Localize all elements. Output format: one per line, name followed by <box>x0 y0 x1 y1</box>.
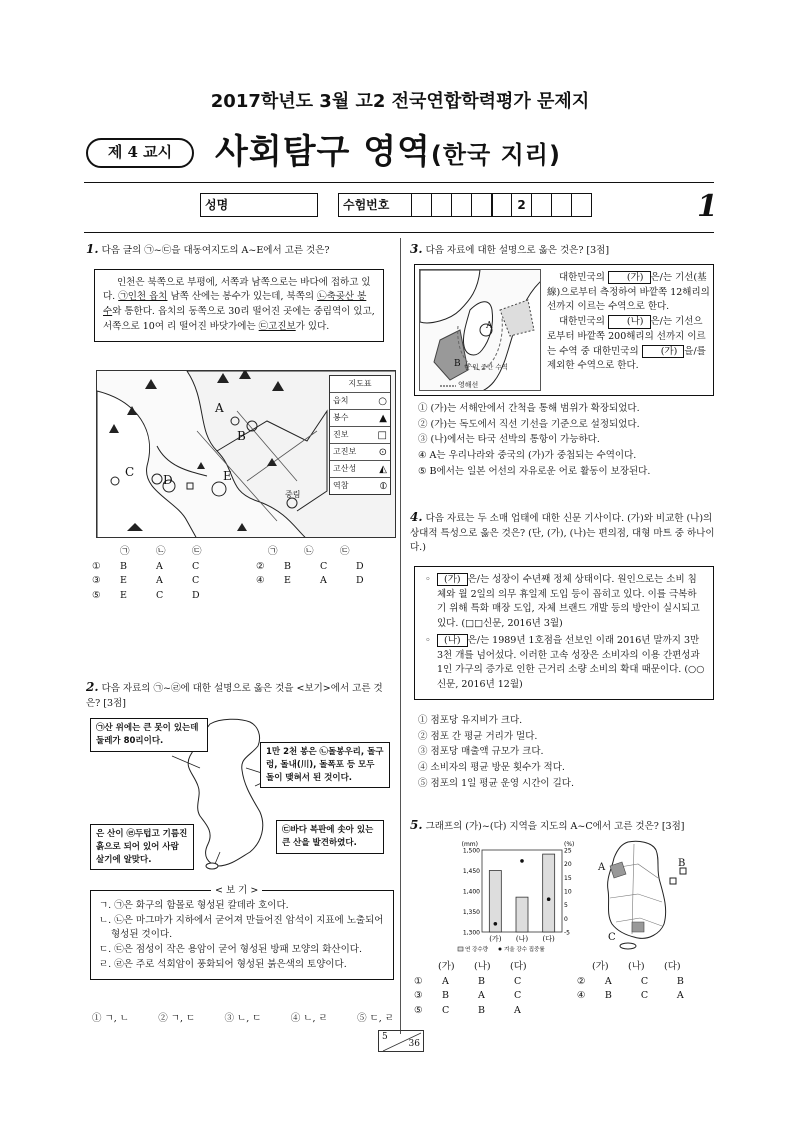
legend-dot-label: 겨울 강수 집중률 <box>504 947 545 953</box>
question-2 <box>86 678 394 711</box>
q5-header-5: (나) <box>628 961 645 972</box>
y-tick-label-right: 5 <box>564 902 568 910</box>
option-value: A <box>442 975 449 987</box>
q2-bogi-list <box>99 899 385 973</box>
answer-option[interactable]: ② 점포 간 평균 거리가 멀다. <box>418 730 538 742</box>
period-badge: 제 4 교시 <box>86 138 194 168</box>
exam-number-label-cell <box>338 193 412 217</box>
exam-title: 2017학년도 3월 고2 전국연합학력평가 문제지 <box>210 91 590 112</box>
option-value: C <box>514 975 522 987</box>
q5-map-label-a: A <box>598 862 606 873</box>
legend-bar-icon <box>458 947 463 951</box>
legend-symbol-icon: ○ <box>378 395 387 407</box>
daedong-yeojido-map <box>96 370 396 538</box>
exam-number-digit[interactable] <box>412 193 432 217</box>
option-value: D <box>356 575 364 587</box>
q4-item-2-text: 은/는 1989년 1호점을 선보인 이래 2016년 말까지 3만 3천 개를 넘어섰다. 이러한 고속 성장은 소비자의 이용 간편성과 1인 가구의 증가로 인한 근거리 소량 소비의 확대 때문이다. (○○신문, 2016년 12월) <box>437 634 705 691</box>
map-label-d: D <box>163 473 173 487</box>
korea-peninsula-figure <box>90 716 394 876</box>
q1-passage-4: 가 있다. <box>295 320 330 332</box>
q2-callout-1: ㉠산 위에는 큰 못이 있는데 둘레가 80리이다. <box>90 718 208 752</box>
header-rule <box>84 182 714 183</box>
exam-number-digit[interactable] <box>452 193 472 217</box>
q4-item-1 <box>425 573 705 632</box>
q4-options <box>418 714 718 793</box>
option-row <box>414 975 714 990</box>
q3-box <box>414 264 714 396</box>
q3-blank-na: (나) <box>608 315 651 328</box>
map-label-junglim: 중림 <box>285 490 301 499</box>
bogi-item: ㄴ. ㉡은 마그마가 지하에서 굳어져 만들어진 암석이 지표에 노출되어 형성된 것이다. <box>99 914 384 941</box>
option-row <box>92 574 392 589</box>
option-row <box>414 989 714 1004</box>
page-footer <box>378 1030 424 1052</box>
option-value: C <box>640 990 649 1002</box>
id-row <box>200 193 592 217</box>
legend-symbol-icon: ⊙ <box>378 446 387 458</box>
answer-option[interactable]: ③ 점포당 매출액 규모가 크다. <box>418 746 544 758</box>
answer-option[interactable]: ⑤ B에서는 일본 어선의 자유로운 어로 활동이 보장된다. <box>418 465 651 477</box>
q5-chart-svg <box>450 836 590 958</box>
q1-passage-1: 인천은 북쪽으로 부평에, 서쪽과 남쪽으로는 바다에 접하고 있다. <box>103 276 371 303</box>
q3-map <box>419 269 541 391</box>
q1-option-grid <box>92 560 392 604</box>
option-value: C <box>442 1005 450 1017</box>
q5-header-4: (가) <box>592 961 609 972</box>
bogi-item: ㄱ. ㉠은 화구의 함몰로 형성된 칼데라 호이다. <box>99 900 289 911</box>
q3-blank-ga: (가) <box>608 271 651 284</box>
option-value: B <box>478 975 485 987</box>
q4-item-2 <box>425 634 705 693</box>
page-number: 1 <box>697 189 718 224</box>
q1-passage-a: ㉠인천 읍치 <box>118 291 168 303</box>
q5-options <box>414 960 714 1019</box>
map-label-c: C <box>125 465 135 479</box>
subject-main: 사회탐구 영역 <box>215 132 431 172</box>
map-label-a: A <box>215 401 224 415</box>
option-value: A <box>478 990 485 1002</box>
answer-option[interactable]: ⑤ 점포의 1일 평균 운영 시간이 길다. <box>418 777 574 789</box>
option-value: B <box>120 560 127 572</box>
q1-header-3: ㉢ <box>192 546 202 557</box>
q1-passage-c: ㉢고진보 <box>258 320 296 332</box>
y-axis-label-right: (%) <box>564 841 575 848</box>
legend-symbol-icon: ▲ <box>379 412 387 424</box>
answer-option[interactable]: ② (가)는 독도에서 직선 기선을 기준으로 설정되었다. <box>418 418 640 430</box>
option-value: B <box>478 1005 485 1017</box>
question-3 <box>410 240 716 259</box>
header-rule-2 <box>84 232 714 233</box>
q5-option-headers <box>414 960 714 975</box>
option-value: C <box>640 975 649 987</box>
q2-callout-2: 1만 2천 봉은 ㉡돌봉우리, 돌구렁, 돌내(川), 돌폭포 등 모두 돌이 맺혀서 된 것이다. <box>260 742 390 788</box>
option-value: A <box>320 575 327 587</box>
q4-stem-text: 다음 자료는 두 소매 업태에 대한 신문 기사이다. (가)와 비교한 (나)의 상대적 특성으로 옳은 것은? (단, (가), (나)는 편의점, 대형 마트 중 하나이다.) <box>410 513 715 554</box>
option-value: C <box>192 575 200 587</box>
q1-number: 1. <box>86 242 99 256</box>
q5-option-grid <box>414 975 714 1019</box>
answer-option[interactable] <box>92 589 276 604</box>
x-tick-label: (나) <box>515 935 529 943</box>
q5-map-label-b: B <box>678 858 686 869</box>
option-number: ① <box>414 975 423 987</box>
q2-callout-4: ㉢바다 복판에 솟아 있는 큰 산을 발견하였다. <box>276 820 384 854</box>
legend-label: 고산성 <box>333 464 357 474</box>
name-label: 성명 <box>205 197 229 212</box>
map-label-b: B <box>237 429 246 443</box>
q3-text-4: 은/는 기선으로부터 바깥쪽 200해리의 선까지 이르는 수역 중 대한민국의 <box>547 316 706 357</box>
y-tick-label-right: -5 <box>564 929 570 937</box>
answer-option[interactable] <box>414 1004 592 1019</box>
q3-map-label-a: A <box>486 321 493 331</box>
q5-stem-text: 그래프의 (가)~(다) 지역을 지도의 A~C에서 고른 것은? [3점] <box>425 821 685 832</box>
q2-stem <box>86 678 394 711</box>
option-number: ④ <box>576 990 586 1002</box>
q1-header-5: ㉡ <box>304 546 314 557</box>
answer-option[interactable]: ② ㄱ, ㄷ <box>158 1013 196 1024</box>
option-value: C <box>320 560 328 572</box>
option-row <box>92 589 392 604</box>
option-number: ① <box>92 560 101 572</box>
bogi-item: ㄹ. ㉣은 주로 석회암이 풍화되어 형성된 붉은색의 토양이다. <box>99 958 347 970</box>
q4-stem <box>410 508 716 556</box>
legend-dot-icon <box>499 948 502 951</box>
q4-blank-na: (나) <box>437 634 468 647</box>
answer-option[interactable] <box>577 989 714 1004</box>
option-value: E <box>120 590 127 602</box>
option-value: C <box>514 990 522 1002</box>
question-4 <box>410 508 716 556</box>
y-tick-label-left: 1,450 <box>462 868 480 875</box>
q5-header-1: (가) <box>438 961 455 972</box>
option-value: B <box>442 990 449 1002</box>
q5-header-3: (다) <box>510 961 527 972</box>
exam-number-digit[interactable] <box>492 193 512 217</box>
option-value: D <box>192 590 200 602</box>
answer-option[interactable] <box>256 574 392 589</box>
q1-header-4: ㉠ <box>268 546 278 557</box>
exam-number-digit[interactable] <box>432 193 452 217</box>
q5-chart <box>450 836 590 958</box>
q4-number: 4. <box>410 510 423 524</box>
answer-option[interactable]: ④ A는 우리나라와 중국의 (가)가 중첩되는 수역이다. <box>418 450 637 462</box>
bar-precipitation <box>543 854 555 932</box>
exam-number-digit[interactable] <box>472 193 492 217</box>
legend-label: 읍치 <box>333 396 349 406</box>
answer-option[interactable] <box>414 975 577 990</box>
answer-option[interactable]: ③ (나)에서는 타국 선박의 통항이 가능하다. <box>418 434 600 446</box>
subject-title <box>215 126 561 179</box>
legend-symbol-icon: ◭ <box>379 463 387 475</box>
map-label-e: E <box>223 469 232 483</box>
q1-passage-3: 와 통한다. 읍치의 동쪽으로 30리 떨어진 곳에는 중림역이 있고, 서쪽으로 10여 리 떨어진 바닷가에는 <box>103 306 375 332</box>
legend-title: 지도표 <box>348 379 372 388</box>
option-value: E <box>120 575 127 587</box>
option-value: C <box>156 590 164 602</box>
q3-blank-ga-2: (가) <box>642 345 685 358</box>
legend-symbol-icon: ⦶ <box>379 480 387 492</box>
q3-text-1: 대한민국의 <box>559 272 608 283</box>
y-tick-label-left: 1,350 <box>462 909 480 916</box>
option-value: E <box>284 575 291 587</box>
legend-row <box>330 443 390 460</box>
column-divider <box>400 238 401 1034</box>
answer-option[interactable]: ① ㄱ, ㄴ <box>92 1013 129 1024</box>
q3-stem <box>410 240 716 259</box>
legend-symbol-icon: □ <box>377 429 387 441</box>
exam-number-digits[interactable] <box>412 193 592 217</box>
answer-option[interactable]: ① 점포당 유지비가 크다. <box>418 715 523 726</box>
q5-map-label-c: C <box>608 932 616 943</box>
q4-blank-ga: (가) <box>437 573 468 586</box>
answer-option[interactable]: ④ 소비자의 평균 방문 횟수가 적다. <box>418 762 565 774</box>
dot-winter-ratio <box>547 897 551 901</box>
exam-number-digit[interactable] <box>552 193 572 217</box>
option-number: ③ <box>414 990 423 1002</box>
exam-number-digit[interactable] <box>532 193 552 217</box>
answer-option[interactable] <box>414 989 577 1004</box>
option-value: B <box>676 975 684 987</box>
option-value: A <box>156 575 163 587</box>
option-number: ② <box>256 560 265 572</box>
legend-row <box>330 409 390 426</box>
answer-option[interactable] <box>92 574 256 589</box>
option-value: A <box>676 990 684 1002</box>
option-value: A <box>604 975 612 987</box>
y-tick-label-right: 25 <box>564 847 572 855</box>
answer-option[interactable]: ① (가)는 서해안에서 간척을 통해 범위가 확장되었다. <box>418 403 640 414</box>
answer-option[interactable]: ⑤ ㄷ, ㄹ <box>357 1013 394 1024</box>
question-5 <box>410 816 716 835</box>
q1-stem <box>86 240 392 259</box>
option-value: B <box>284 560 291 572</box>
dot-winter-ratio <box>494 922 498 926</box>
answer-option[interactable]: ④ ㄴ, ㄹ <box>290 1013 328 1024</box>
answer-option[interactable] <box>577 975 714 990</box>
q3-options <box>418 402 718 481</box>
y-tick-label-right: 10 <box>564 888 572 896</box>
y-tick-label-right: 0 <box>564 915 568 923</box>
y-tick-label-left: 1,500 <box>462 847 480 855</box>
q2-callout-3: 은 산이 ㉣두텁고 기름진 흙으로 되어 있어 사람 살기에 알맞다. <box>90 824 194 870</box>
option-number: ⑤ <box>92 590 101 602</box>
q3-text-3: 대한민국의 <box>559 316 608 328</box>
q1-passage-b: ㉡축곶산 봉수 <box>103 291 367 318</box>
bar-precipitation <box>516 897 528 932</box>
option-number: ③ <box>92 575 101 587</box>
legend-row <box>330 460 390 477</box>
option-number: ② <box>576 975 586 987</box>
q3-map-caption: 한·일 중간 수역 <box>464 363 508 371</box>
map-legend <box>329 375 391 495</box>
y-tick-label-left: 1,300 <box>462 929 480 937</box>
y-tick-label-right: 15 <box>564 874 572 882</box>
q1-header-2: ㉡ <box>156 546 166 557</box>
exam-number-label: 수험번호 <box>343 197 390 212</box>
q5-map <box>598 838 688 950</box>
q2-bogi-title: < 보 기 > <box>211 884 262 899</box>
x-tick-label: (가) <box>489 935 502 943</box>
q1-header-1: ㉠ <box>120 546 130 557</box>
legend-label: 역참 <box>333 481 349 491</box>
q3-para-1 <box>547 271 711 315</box>
q3-number: 3. <box>410 242 423 256</box>
q3-map-legend: 영해선 <box>458 381 479 389</box>
q1-passage-2: 남쪽 산에는 봉수가 있는데, 북쪽의 <box>167 291 318 303</box>
q5-header-6: (다) <box>664 961 681 972</box>
y-tick-label-right: 20 <box>564 861 572 869</box>
y-axis-label-left: (mm) <box>461 841 478 848</box>
q3-map-label-b: B <box>454 359 461 369</box>
q5-number: 5. <box>410 818 423 832</box>
footer-page: 5 <box>382 1032 388 1042</box>
q1-stem-text: 다음 글의 ㉠~㉢을 대동여지도의 A~E에서 고른 것은? <box>101 245 330 256</box>
q3-para-2 <box>547 315 711 374</box>
x-tick-label: (다) <box>542 935 555 943</box>
q4-item-1-text: 은/는 성장이 수년째 정체 상태이다. 원인으로는 소비 침체와 월 2일의 의무 휴일제 도입 등이 꼽히고 있다. 이를 극복하기 위해 특화 매장 도입, 자체 브랜드 개발 등의 방안이 실시되고 있다. (□□신문, 2016년 3월) <box>437 574 700 630</box>
q2-stem-text: 다음 자료의 ㉠~㉣에 대한 설명으로 옳은 것을 <보기>에서 고른 것은? [3점] <box>86 683 383 709</box>
q2-number: 2. <box>86 680 99 694</box>
q3-stem-text: 다음 자료에 대한 설명으로 옳은 것은? [3점] <box>425 245 610 256</box>
subject-sub: (한국 지리) <box>430 141 561 169</box>
legend-label: 진보 <box>333 430 349 440</box>
q1-header-6: ㉢ <box>340 546 350 557</box>
exam-number-digit[interactable]: 2 <box>512 193 532 217</box>
exam-number-digit[interactable] <box>572 193 592 217</box>
q1-passage <box>94 269 384 342</box>
legend-label: 봉수 <box>333 413 349 423</box>
q1-options <box>92 545 392 604</box>
q4-box <box>414 566 714 700</box>
question-1 <box>86 240 392 342</box>
option-value: B <box>604 990 612 1002</box>
option-value: D <box>356 560 364 572</box>
q4-bullet-1: ◦ <box>425 574 431 585</box>
legend-row <box>330 426 390 443</box>
q5-stem <box>410 816 716 835</box>
option-row <box>414 1004 714 1019</box>
option-value: C <box>192 560 200 572</box>
y-tick-label-left: 1,400 <box>462 888 480 896</box>
option-value: A <box>514 1005 521 1017</box>
q1-option-headers <box>92 545 392 560</box>
answer-option[interactable] <box>256 560 392 575</box>
option-row <box>92 560 392 575</box>
legend-label: 고진보 <box>333 447 357 457</box>
q3-text <box>547 271 711 374</box>
option-value: A <box>156 560 163 572</box>
q2-options <box>92 1012 394 1027</box>
legend-row <box>330 392 390 409</box>
q3-map-drawing <box>420 270 541 391</box>
name-field[interactable] <box>200 193 318 217</box>
q3-text-5: 을/를 제외한 수역으로 한다. <box>547 345 706 372</box>
footer-total: 36 <box>408 1039 420 1050</box>
q3-text-2: 은/는 기선(基線)으로부터 측정하여 바깥쪽 12해리의 선까지 이르는 수역으로 한다. <box>547 272 710 313</box>
answer-option[interactable]: ③ ㄴ, ㄷ <box>224 1013 262 1024</box>
legend-rows <box>330 392 390 494</box>
legend-row <box>330 477 390 494</box>
q2-bogi-box <box>90 885 394 980</box>
q5-header-2: (나) <box>474 961 491 972</box>
dot-winter-ratio <box>520 859 524 863</box>
option-number: ⑤ <box>414 1005 423 1017</box>
bogi-item: ㄷ. ㉢은 점성이 작은 용암이 굳어 형성된 방패 모양의 화산이다. <box>99 944 362 956</box>
legend-bar-label: 연 강수량 <box>465 947 489 953</box>
answer-option[interactable] <box>92 560 256 575</box>
option-number: ④ <box>256 575 265 587</box>
q4-bullet-2: ◦ <box>425 634 431 646</box>
